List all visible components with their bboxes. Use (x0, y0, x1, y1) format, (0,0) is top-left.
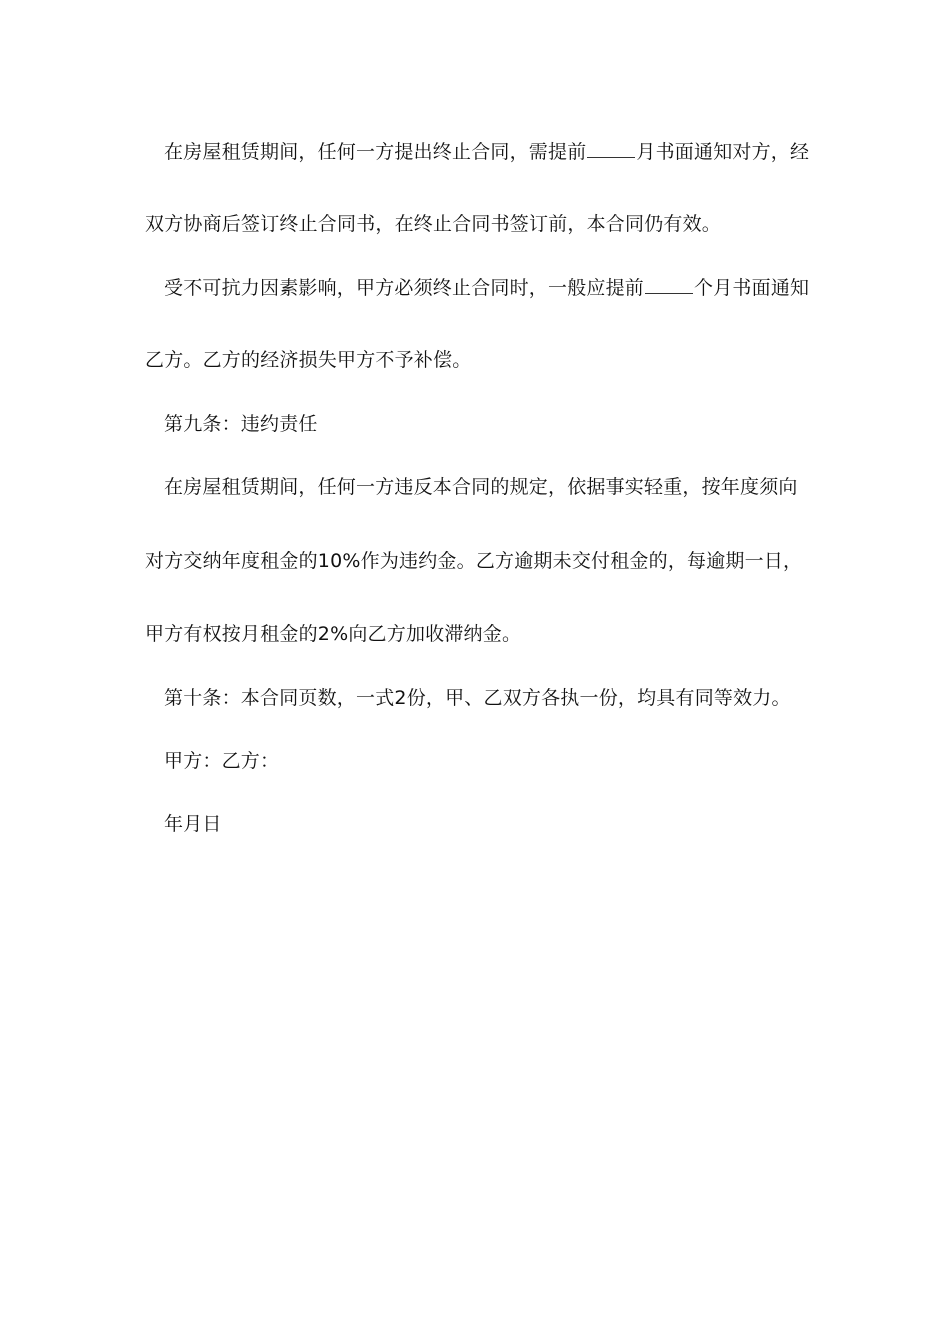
force-majeure-clause-line-2: 乙方。乙方的经济损失甲方不予补偿。 (145, 349, 472, 371)
termination-clause-line-1 (164, 140, 844, 164)
article-10-text: 第十条：本合同页数，一式2份，甲、乙双方各执一份，均具有同等效力。 (164, 687, 791, 709)
force-majeure-text-a: 受不可抗力因素影响，甲方必须终止合同时，一般应提前 (164, 277, 645, 299)
article-9-heading: 第九条：违约责任 (164, 413, 318, 435)
breach-clause-line-1: 在房屋租赁期间，任何一方违反本合同的规定，依据事实轻重，按年度须向 (164, 476, 798, 498)
breach-clause-line-3: 甲方有权按月租金的2%向乙方加收滞纳金。 (145, 623, 522, 645)
notice-months-blank (587, 141, 635, 158)
termination-clause-line-2: 双方协商后签订终止合同书，在终止合同书签订前，本合同仍有效。 (145, 213, 722, 235)
signature-parties: 甲方：乙方： (164, 750, 280, 772)
force-majeure-clause-line-1 (164, 276, 844, 300)
breach-clause-line-2: 对方交纳年度租金的10%作为违约金。乙方逾期未交付租金的，每逾期一日， (145, 550, 803, 572)
force-majeure-months-blank (645, 277, 693, 294)
date-line: 年月日 (164, 813, 222, 835)
termination-clause-text-a: 在房屋租赁期间，任何一方提出终止合同，需提前 (164, 141, 587, 163)
force-majeure-text-b: 个月书面通知 (694, 277, 810, 299)
termination-clause-text-b: 月书面通知对方，经 (636, 141, 810, 163)
